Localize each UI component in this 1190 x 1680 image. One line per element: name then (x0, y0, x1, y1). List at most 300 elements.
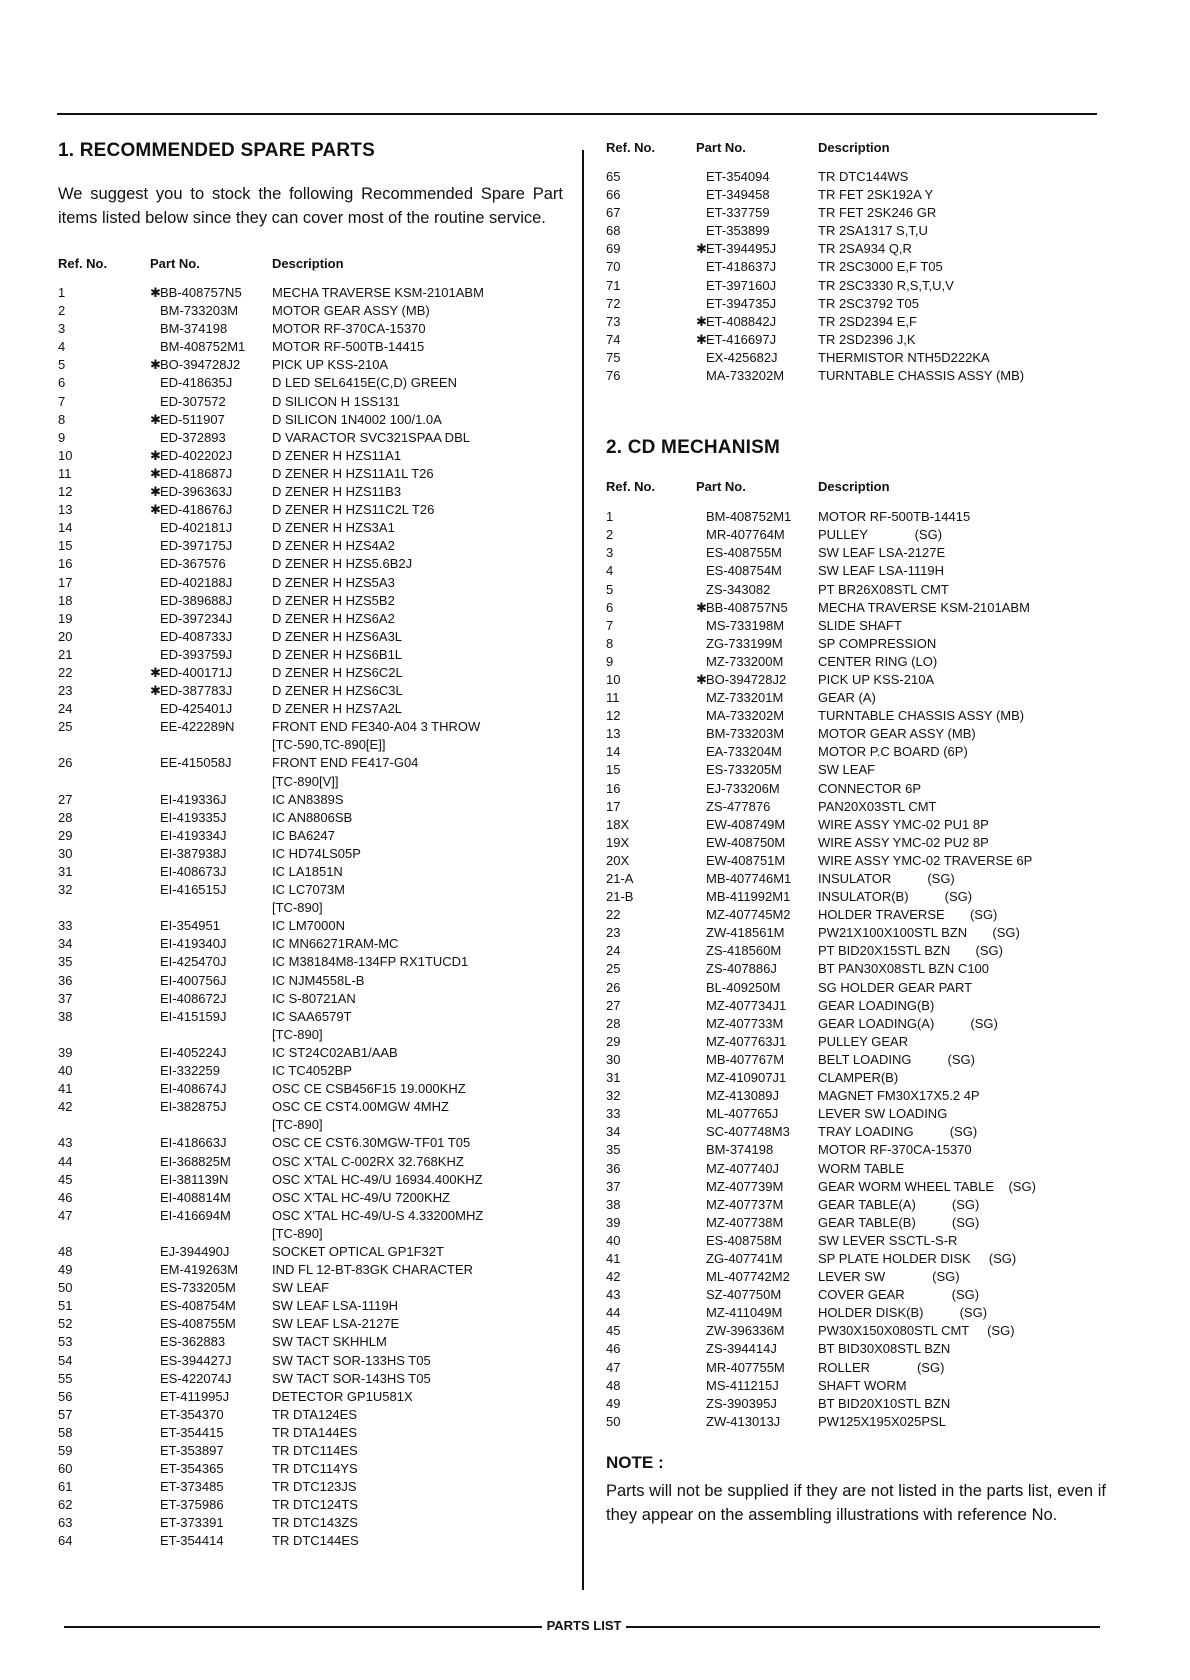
description: IC BA6247 (272, 827, 335, 843)
part-no (150, 1279, 272, 1297)
description: D SILICON H 1SS131 (272, 393, 400, 409)
description: TR DTA144ES (272, 1424, 358, 1440)
ref-no: 3 (606, 545, 614, 561)
part-no-text: MZ-407737M (706, 1196, 784, 1212)
parts-table-header (606, 140, 1106, 158)
ref-no: 71 (606, 277, 621, 293)
part-no (150, 356, 272, 374)
part-no (696, 906, 818, 924)
table-row (58, 718, 563, 736)
description: [TC-890[V]] (272, 773, 339, 789)
part-no (696, 295, 818, 313)
part-no-text: BB-408757N5 (706, 599, 788, 615)
part-no-text: EI-416694M (160, 1207, 231, 1223)
ref-no: 22 (58, 664, 73, 680)
ref-no: 26 (58, 755, 73, 771)
part-no (150, 1080, 272, 1098)
description: COVER GEAR (SG) (818, 1287, 980, 1303)
table-row (58, 1315, 563, 1333)
ref-no: 48 (606, 1377, 621, 1393)
description: SW LEAF LSA-1119H (818, 563, 944, 579)
part-no (696, 1377, 818, 1395)
part-no (696, 960, 818, 978)
ref-no: 47 (58, 1207, 73, 1223)
description: TR DTC114ES (272, 1443, 358, 1458)
ref-no: 8 (606, 635, 614, 651)
left-column (58, 140, 563, 1551)
part-no (150, 1442, 272, 1460)
table-row (58, 1297, 563, 1315)
table-row (606, 906, 1106, 924)
part-no (150, 320, 272, 338)
description: D ZENER H HZS6C2L (272, 664, 403, 680)
part-no-text: ZW-413013J (706, 1413, 781, 1429)
ref-no (58, 773, 150, 791)
parts-table-header (606, 479, 1106, 497)
table-row (606, 870, 1106, 888)
ref-no: 40 (606, 1232, 621, 1248)
part-no-text: BO-394728J2 (160, 357, 241, 373)
ref-no: 34 (606, 1124, 621, 1140)
description: SW LEAF LSA-1119H (272, 1298, 398, 1314)
part-no-text: EI-332259 (160, 1063, 220, 1079)
ref-no: 36 (58, 972, 73, 988)
ref-no: 76 (606, 368, 621, 384)
description: BT BID30X08STL BZN (818, 1341, 951, 1357)
description: MECHA TRAVERSE KSM-2101ABM (272, 285, 484, 300)
description: OSC X'TAL HC-49/U 7200KHZ (272, 1189, 451, 1205)
part-no-text: MZ-733200M (706, 653, 784, 669)
part-no-text: EE-422289N (160, 719, 235, 735)
table-row (58, 338, 563, 356)
table-row (606, 979, 1106, 997)
ref-no: 21-A (606, 871, 634, 886)
part-no-text: ET-349458 (706, 187, 770, 203)
description: CONNECTOR 6P (818, 780, 922, 796)
description: D ZENER H HZS11A1 (272, 447, 402, 463)
table-row (58, 592, 563, 610)
ref-no: 28 (606, 1015, 621, 1031)
description: TURNTABLE CHASSIS ASSY (MB) (818, 368, 1025, 384)
description: IC ST24C02AB1/AAB (272, 1044, 398, 1060)
part-no (696, 1268, 818, 1286)
parts-table-body (606, 168, 1106, 385)
parts-table-body (606, 508, 1106, 1431)
table-row (606, 1141, 1106, 1159)
part-no-text: MZ-407738M (706, 1214, 784, 1230)
part-no-text: EX-425682J (706, 349, 778, 365)
ref-no: 33 (58, 918, 73, 934)
part-no-text: ED-402188J (160, 574, 233, 590)
ref-no: 6 (606, 599, 614, 615)
ref-no: 50 (606, 1413, 621, 1429)
header-part-no: Part No. (150, 256, 200, 271)
description: D ZENER H HZS5B2 (272, 592, 395, 608)
part-no-text: EW-408750M (706, 834, 786, 850)
description: CENTER RING (LO) (818, 653, 938, 669)
description: IC M38184M8-134FP RX1TUCD1 (272, 954, 469, 970)
part-no-text: ED-397175J (160, 538, 233, 554)
ref-no: 26 (606, 979, 621, 995)
description: THERMISTOR NTH5D222KA (818, 349, 990, 365)
part-no-text: ES-408754M (706, 563, 782, 579)
part-no (150, 1315, 272, 1333)
table-row (58, 1062, 563, 1080)
description: BELT LOADING (SG) (818, 1051, 975, 1067)
asterisk-icon: ✱ (696, 241, 707, 257)
part-no (696, 979, 818, 997)
description: [TC-890] (272, 1225, 323, 1241)
part-no (150, 899, 272, 917)
right-column (606, 140, 1106, 1527)
part-no-text: ES-408754M (160, 1298, 236, 1314)
part-no-text: MZ-407739M (706, 1178, 784, 1194)
description: D ZENER H HZS5.6B2J (272, 556, 413, 572)
description: MECHA TRAVERSE KSM-2101ABM (818, 599, 1030, 615)
ref-no: 63 (58, 1515, 73, 1531)
part-no-text: ZW-418561M (706, 925, 785, 941)
description: D ZENER H HZS5A3 (272, 574, 395, 590)
part-no (696, 725, 818, 743)
part-no-text: ET-375986 (160, 1497, 224, 1513)
table-row (58, 791, 563, 809)
table-row (58, 863, 563, 881)
part-no (696, 204, 818, 222)
ref-no: 53 (58, 1334, 73, 1350)
part-no-text: ED-402181J (160, 520, 233, 536)
table-row (606, 960, 1106, 978)
part-no (150, 1532, 272, 1550)
part-no-text: MB-407746M1 (706, 871, 792, 886)
description: TR 2SC3000 E,F T05 (818, 259, 943, 275)
description: WIRE ASSY YMC-02 PU2 8P (818, 834, 989, 850)
description: D ZENER H HZS6C3L (272, 683, 403, 699)
part-no (696, 581, 818, 599)
part-no-text: MB-411992M1 (706, 889, 791, 905)
part-no (696, 1322, 818, 1340)
table-row (606, 581, 1106, 599)
header-part-no: Part No. (696, 479, 746, 495)
ref-no: 68 (606, 223, 621, 239)
ref-no: 73 (606, 313, 621, 329)
part-no (696, 1141, 818, 1159)
part-no-text: EI-425470J (160, 954, 227, 970)
part-no-text: ZS-390395J (706, 1395, 777, 1411)
table-row (606, 1340, 1106, 1358)
part-no (150, 1207, 272, 1225)
part-no-text: BM-408752M1 (160, 339, 246, 355)
section-1-intro: We suggest you to stock the following Recommended Spare Part items listed below since they can cover most of the routine service. (58, 185, 563, 227)
part-no (150, 338, 272, 356)
part-no-text: ET-354414 (160, 1533, 224, 1549)
description: OSC X'TAL HC-49/U 16934.400KHZ (272, 1171, 483, 1187)
part-no-text: EI-419335J (160, 809, 227, 825)
table-row (58, 1243, 563, 1261)
table-row (58, 465, 563, 483)
ref-no: 2 (58, 303, 66, 319)
table-row (58, 972, 563, 990)
note-title: NOTE : (606, 1452, 664, 1472)
part-no-text: EW-408751M (706, 852, 786, 868)
description: HOLDER DISK(B) (SG) (818, 1305, 988, 1321)
description: IND FL 12-BT-83GK CHARACTER (272, 1262, 474, 1278)
table-row (58, 1406, 563, 1424)
ref-no: 42 (606, 1269, 621, 1285)
table-row (606, 508, 1106, 526)
part-no (696, 1196, 818, 1214)
ref-no: 49 (606, 1395, 621, 1411)
part-no-text: ET-418637J (706, 259, 777, 275)
part-no-text: ET-354094 (706, 169, 770, 184)
footer-label: PARTS LIST (546, 1618, 622, 1633)
ref-no: 57 (58, 1406, 73, 1422)
ref-no: 39 (58, 1044, 73, 1060)
part-no-text: BM-733203M (706, 726, 785, 742)
part-no-text: ET-353897 (160, 1443, 224, 1458)
ref-no: 43 (58, 1135, 73, 1151)
part-no-text: ET-354370 (160, 1406, 224, 1422)
ref-no: 45 (606, 1323, 621, 1339)
ref-no: 50 (58, 1280, 73, 1296)
ref-no: 66 (606, 187, 621, 203)
part-no (696, 1051, 818, 1069)
table-row (606, 780, 1106, 798)
part-no (696, 562, 818, 580)
header-ref-no: Ref. No. (606, 479, 656, 495)
part-no-text: ZS-407886J (706, 961, 777, 977)
part-no-text: ED-418635J (160, 375, 233, 391)
table-row (606, 743, 1106, 761)
ref-no: 12 (58, 484, 73, 500)
part-no-text: ML-407742M2 (706, 1269, 790, 1285)
table-row (58, 574, 563, 592)
table-row (58, 393, 563, 411)
part-no (696, 349, 818, 367)
ref-no: 56 (58, 1388, 73, 1404)
ref-no: 45 (58, 1171, 73, 1187)
part-no-text: EI-408673J (160, 864, 227, 879)
part-no (150, 736, 272, 754)
part-no-text: ED-389688J (160, 592, 233, 608)
table-row (58, 1442, 563, 1460)
part-no-text: ET-394495J (706, 241, 777, 257)
description: IC S-80721AN (272, 990, 356, 1006)
part-no (150, 700, 272, 718)
part-no-text: EI-387938J (160, 845, 227, 861)
footer-rule-left (64, 1626, 542, 1628)
table-row (58, 1478, 563, 1496)
description: OSC CE CST6.30MGW-TF01 T05 (272, 1135, 471, 1151)
description: D VARACTOR SVC321SPAA DBL (272, 429, 470, 445)
table-row (606, 1196, 1106, 1214)
table-row (606, 277, 1106, 295)
part-no (150, 1424, 272, 1442)
part-no-text: ES-733205M (706, 762, 782, 778)
ref-no: 7 (606, 617, 614, 633)
part-no-text: EI-400756J (160, 972, 227, 988)
description: IC NJM4558L-B (272, 972, 365, 988)
ref-no: 38 (58, 1008, 73, 1024)
description: TR FET 2SK246 GR (818, 205, 937, 221)
ref-no: 5 (606, 581, 614, 597)
asterisk-icon: ✱ (150, 683, 161, 699)
description: TR DTC123JS (272, 1479, 357, 1495)
ref-no: 32 (58, 882, 73, 898)
part-no-text: ET-416697J (706, 331, 777, 347)
page-footer (64, 1617, 1100, 1637)
part-no (696, 240, 818, 258)
description: GEAR (A) (818, 690, 876, 706)
description: SP COMPRESSION (818, 635, 937, 651)
table-row (606, 997, 1106, 1015)
description: SHAFT WORM (818, 1377, 907, 1393)
ref-no: 16 (58, 556, 73, 572)
description: MAGNET FM30X17X5.2 4P (818, 1088, 980, 1104)
part-no-text: ET-337759 (706, 205, 770, 221)
part-no-text: MZ-410907J1 (706, 1070, 787, 1086)
part-no-text: ED-372893 (160, 429, 226, 445)
ref-no: 44 (58, 1153, 73, 1169)
asterisk-icon: ✱ (150, 484, 161, 500)
part-no (696, 852, 818, 870)
ref-no: 13 (58, 502, 73, 518)
part-no-text: ED-400171J (160, 664, 233, 680)
ref-no: 54 (58, 1352, 73, 1368)
part-no-text: ZW-396336M (706, 1323, 785, 1339)
ref-no: 13 (606, 726, 621, 742)
part-no-text: ED-387783J (160, 683, 233, 699)
part-no (150, 555, 272, 573)
table-row (58, 990, 563, 1008)
table-row (606, 1304, 1106, 1322)
part-no-text: ML-407765J (706, 1106, 779, 1122)
description: SOCKET OPTICAL GP1F32T (272, 1243, 444, 1259)
ref-no: 60 (58, 1461, 73, 1477)
description: PICK UP KSS-210A (272, 357, 389, 373)
table-row (606, 761, 1106, 779)
ref-no: 3 (58, 321, 66, 337)
ref-no: 5 (58, 357, 66, 373)
table-row (606, 544, 1106, 562)
table-row (606, 186, 1106, 204)
ref-no: 22 (606, 907, 621, 923)
part-no (150, 610, 272, 628)
description: OSC CE CST4.00MGW 4MHZ (272, 1099, 449, 1115)
table-row (606, 204, 1106, 222)
part-no (696, 870, 818, 888)
table-row (606, 1395, 1106, 1413)
description: MOTOR RF-370CA-15370 (272, 321, 426, 337)
table-row (58, 302, 563, 320)
part-no-text: MZ-733201M (706, 690, 784, 706)
description: CLAMPER(B) (818, 1070, 899, 1086)
description: PW30X150X080STL CMT (SG) (818, 1323, 1015, 1339)
part-no-text: ES-394427J (160, 1352, 232, 1368)
part-no-text: EM-419263M (160, 1262, 239, 1278)
table-row (58, 519, 563, 537)
table-row (58, 1008, 563, 1026)
table-row (58, 1225, 563, 1243)
ref-no: 19X (606, 834, 630, 850)
part-no (696, 186, 818, 204)
description: PULLEY GEAR (818, 1033, 909, 1049)
description: TR 2SD2394 E,F (818, 313, 917, 329)
part-no-text: ES-408755M (706, 545, 782, 561)
table-row (606, 599, 1106, 617)
ref-no: 19 (58, 610, 73, 626)
part-no (150, 374, 272, 392)
table-row (58, 1153, 563, 1171)
description: IC LC7073M (272, 882, 345, 898)
ref-no: 67 (606, 205, 621, 221)
ref-no: 6 (58, 375, 66, 391)
table-row (606, 1214, 1106, 1232)
part-no (150, 990, 272, 1008)
table-row (58, 1496, 563, 1514)
table-row (606, 1069, 1106, 1087)
ref-no: 20 (58, 628, 73, 644)
part-no (696, 635, 818, 653)
part-no (150, 773, 272, 791)
table-row (606, 168, 1106, 186)
description: PW21X100X100STL BZN (SG) (818, 925, 1020, 941)
ref-no: 75 (606, 349, 621, 365)
part-no-text: EI-382875J (160, 1099, 227, 1115)
part-no (696, 1214, 818, 1232)
part-no-text: ES-733205M (160, 1280, 236, 1296)
description: SW LEAF (818, 762, 876, 778)
part-no (150, 1225, 272, 1243)
asterisk-icon: ✱ (150, 285, 161, 300)
part-no (150, 935, 272, 953)
part-no (696, 653, 818, 671)
part-no-text: MZ-407734J1 (706, 997, 787, 1013)
ref-no: 4 (58, 339, 66, 355)
description: INSULATOR(B) (SG) (818, 889, 973, 905)
part-no (696, 1250, 818, 1268)
part-no (150, 1062, 272, 1080)
ref-no: 9 (58, 429, 66, 445)
part-no (696, 1087, 818, 1105)
part-no (150, 628, 272, 646)
table-row (58, 700, 563, 718)
table-row (58, 917, 563, 935)
ref-no: 17 (606, 798, 621, 814)
part-no-text: ES-362883 (160, 1334, 226, 1350)
part-no (150, 574, 272, 592)
part-no (150, 1134, 272, 1152)
ref-no: 12 (606, 708, 621, 724)
description: TURNTABLE CHASSIS ASSY (MB) (818, 708, 1025, 724)
description: TR DTC144WS (818, 169, 909, 184)
ref-no: 41 (58, 1081, 73, 1097)
part-no-text: EI-408674J (160, 1081, 227, 1097)
part-no-text: EI-381139N (160, 1171, 229, 1187)
ref-no: 29 (58, 827, 73, 843)
table-row (606, 1033, 1106, 1051)
part-no-text: ET-408842J (706, 313, 777, 329)
part-no (150, 682, 272, 700)
table-row (606, 258, 1106, 276)
part-no-text: ED-307572 (160, 393, 226, 409)
part-no-text: ZS-477876 (706, 798, 771, 814)
asterisk-icon: ✱ (696, 331, 707, 347)
ref-no: 65 (606, 169, 621, 184)
description: MOTOR GEAR ASSY (MB) (272, 303, 430, 319)
table-row (58, 1388, 563, 1406)
part-no-text: ES-408758M (706, 1232, 782, 1248)
ref-no: 11 (58, 465, 72, 481)
